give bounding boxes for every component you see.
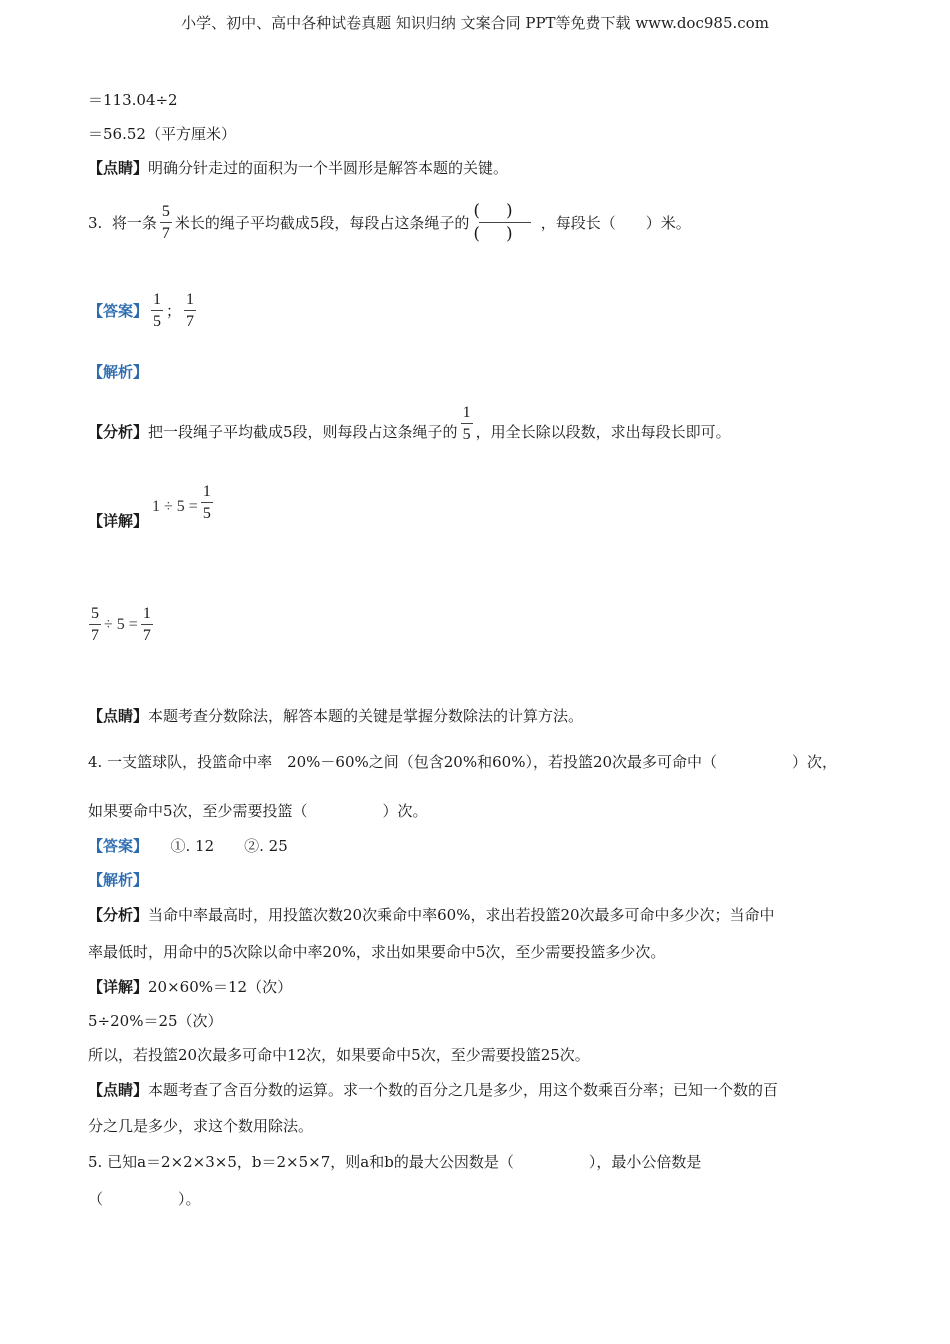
q3-number: 3. [88,213,103,232]
q3-dianjing-text: 本题考查分数除法，解答本题的关键是掌握分数除法的计算方法。 [148,707,584,725]
q3-text-b: 米长的绳子平均截成5段，每段占这条绳子的 [174,213,470,232]
q3-fenxi-text-a: 把一段绳子平均截成5段，则每段占这条绳子的 [148,423,458,441]
fraction-numerator: 5 [91,605,99,622]
fraction-denominator: 5 [153,313,162,330]
q3-eq2-operator: ÷ 5 = [104,615,138,633]
q3-fraction-denominator: 7 [161,225,170,242]
q3-answer-fraction-1 [151,290,163,331]
q3-answer-fraction-2 [184,290,196,331]
q4-xiangjie-line-1 [88,977,292,997]
q3-text-c: ，每段长（ ）米。 [540,213,691,232]
q3-question [88,200,691,245]
q3-fenxi-tag: 【分析】 [88,423,149,441]
q3-eq1-left: 1 ÷ 5 = [152,498,198,515]
q3-answer-tag: 【答案】 [88,301,149,320]
q3-xiangjie [88,482,216,530]
q4-xiangjie-text-1: 20×60%＝12（次） [148,978,293,996]
fraction-numerator: 1 [153,291,162,308]
q4-fenxi-tag: 【分析】 [88,906,149,924]
page-header: 小学、初中、高中各种试卷真题 知识归纳 文案合同 PPT等免费下载 www.doc985.com [181,14,769,32]
q2-dianjing-tag: 【点睛】 [88,159,149,177]
q3-fraction-numerator: 5 [161,203,170,220]
fraction-numerator: 1 [142,605,151,622]
answer-separator: ； [166,301,182,320]
q4-answer-tag: 【答案】 [88,837,141,855]
q4-question-line-1: 4. 一支篮球队，投篮命中率 20%－60%之间（包含20%和60%），若投篮20次最多可命中（ ）次， [88,753,838,771]
q2-calc-line-1: ＝113.04÷2 [88,91,178,109]
q3-answer [88,290,199,331]
q3-blank-fraction [471,200,538,245]
q3-fenxi-fraction [461,403,473,444]
q4-question-line-2: 如果要命中5次，至少需要投篮（ ）次。 [88,802,428,820]
q4-xiangjie-line-2: 5÷20%＝25（次） [88,1012,223,1030]
fraction-numerator: 1 [462,404,471,421]
q4-xiangjie-line-3: 所以，若投篮20次最多可命中12次，如果要命中5次，至少需要投篮25次。 [88,1046,590,1064]
q3-fenxi [88,403,731,442]
q4-dianjing-line-1 [88,1080,778,1100]
q3-eq1-fraction [201,482,213,523]
q3-xiangjie-tag: 【详解】 [88,512,149,530]
q4-dianjing-tag: 【点睛】 [88,1081,149,1099]
q3-eq2-fraction-right [141,604,153,645]
q4-fenxi-line-1 [88,905,775,925]
q4-answer [88,836,288,856]
q3-text-a: 将一条 [111,213,157,232]
q4-fenxi-text-1: 当命中率最高时，用投篮次数20次乘命中率60%，求出若投篮20次最多可命中多少次；当命中 [148,906,775,924]
q2-calc-line-2: ＝56.52（平方厘米） [88,125,236,143]
q5-question-line-2: （ ）。 [88,1190,201,1208]
fraction-denominator: 7 [91,627,99,644]
q4-dianjing-line-2: 分之几是多少，求这个数用除法。 [88,1117,314,1135]
q3-fenxi-text-b: ，用全长除以段数，求出每段长即可。 [475,423,731,441]
q4-jiexi-tag: 【解析】 [88,871,149,889]
q4-xiangjie-tag: 【详解】 [88,978,149,996]
q2-dianjing-text: 明确分针走过的面积为一个半圆形是解答本题的关键。 [148,159,509,177]
fraction-denominator: 7 [186,313,195,330]
q3-jiexi-tag: 【解析】 [88,363,149,381]
q3-dianjing [88,706,583,726]
q5-question-line-1: 5. 已知a＝2×2×3×5，b＝2×5×7，则a和b的最大公因数是（ ），最小公倍数是 [88,1153,702,1171]
q4-answer-text: ①. 12 ②. 25 [140,837,288,855]
blank-denominator: () [473,224,539,244]
fraction-denominator: 5 [202,505,211,522]
q4-dianjing-text-1: 本题考查了含百分数的运算。求一个数的百分之几是多少，用这个数乘百分率；已知一个数的百 [148,1081,779,1099]
q2-dianjing [88,158,508,178]
fraction-denominator: 7 [142,627,151,644]
blank-numerator: () [473,201,539,221]
q3-eq2 [86,604,156,645]
fraction-numerator: 1 [202,483,211,500]
fraction-numerator: 1 [186,291,195,308]
q3-length-fraction [160,202,172,243]
q3-eq2-fraction-left [89,604,101,645]
q3-dianjing-tag: 【点睛】 [88,707,149,725]
q4-fenxi-line-2: 率最低时，用命中的5次除以命中率20%，求出如果要命中5次，至少需要投篮多少次。 [88,943,666,961]
fraction-denominator: 5 [462,426,471,443]
